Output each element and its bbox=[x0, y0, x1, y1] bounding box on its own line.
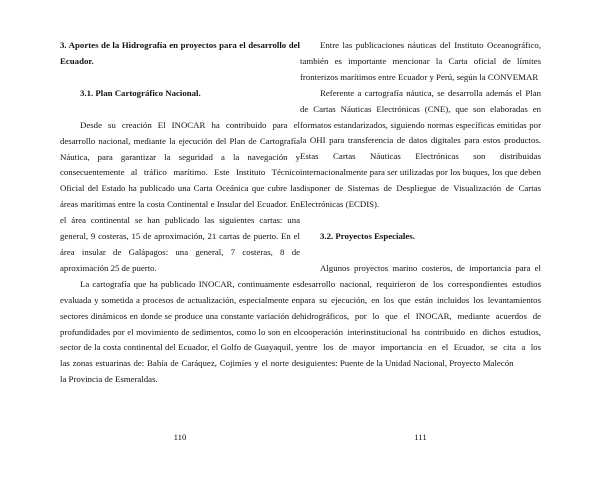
subsection-heading: 3.2. Proyectos Especiales. bbox=[320, 230, 415, 241]
section-heading: 3. Aportes de la Hidrografía en proyectos para el desarrollo del Ecuador. bbox=[60, 40, 300, 66]
page-number: 111 bbox=[414, 432, 427, 442]
right-page bbox=[300, 0, 541, 479]
paragraph: La cartografía que ha publicado INOCAR, continuamente es evaluada y sometida a procesos de actualización, especialmente en sectores dinámicos en donde se produce una constante variación de profundidades por el movimiento de sedimentos, como lo son en el sector de la costa continental del Ecuador, el Golfo de Guayaquil, y las zonas estuarinas de: Bahía de Caráquez, Cojimíes y el norte de la Provincia de Esmeraldas. bbox=[60, 278, 300, 385]
left-text-column bbox=[60, 38, 300, 388]
page-number: 110 bbox=[173, 432, 187, 442]
paragraph: Desde su creación El INOCAR ha contribuido para el desarrollo nacional, mediante la ejecución del Plan de Cartografía Náutica, para garantizar la seguridad a la navegación y consecuentemente al tráfico marítimo. Este Instituto Técnico Oficial del Estado ha publicado una Carta Oceánica que cubre las áreas marítimas entre la costa Continental e Insular del Ecuador. En el área continental se han publicado las siguientes cartas: una general, 9 costeras, 15 de aproximación, 21 cartas de puerto. En el área insular de Galápagos: una general, 7 costeras, 8 de aproximación 25 de puerto. bbox=[60, 119, 300, 273]
paragraph: Referente a cartografía náutica, se desarrolla además el Plan de Cartas Náuticas Electrónicas (CNE), que son elaboradas en formatos estandarizados, siguiendo normas específicas emitidas por la OHI para transferencia de datos digitales para estos productos. Estas Cartas Náuticas Electrónicas son distribuidas internacionalmente para ser utilizadas por los buques, los que deben disponer de Sistemas de Despliegue de Visualización de Cartas Electrónicas (ECDIS). bbox=[300, 87, 541, 210]
left-page bbox=[60, 0, 300, 479]
right-text-column bbox=[300, 38, 541, 372]
paragraph: Entre las publicaciones náuticas del Instituto Oceanográfico, también es importante mencionar la Carta oficial de límites fronterizos marítimos entre Ecuador y Perú, según la CONVEMAR bbox=[300, 40, 541, 82]
subsection-heading: 3.1. Plan Cartográfico Nacional. bbox=[80, 87, 201, 98]
paragraph: Algunos proyectos marino costeros, de importancia para el desarrollo nacional, requirieron de los correspondientes estudios para su ejecución, en los que están incluidos los levantamientos hidrográficos, por lo que el INOCAR, mediante acuerdos de cooperación interinstitucional ha contribuido en dichos estudios, entre los de mayor importancia en el Ecuador, se cita a los siguientes: Puente de la Unidad Nacional, Proyecto Malecón bbox=[300, 262, 541, 369]
